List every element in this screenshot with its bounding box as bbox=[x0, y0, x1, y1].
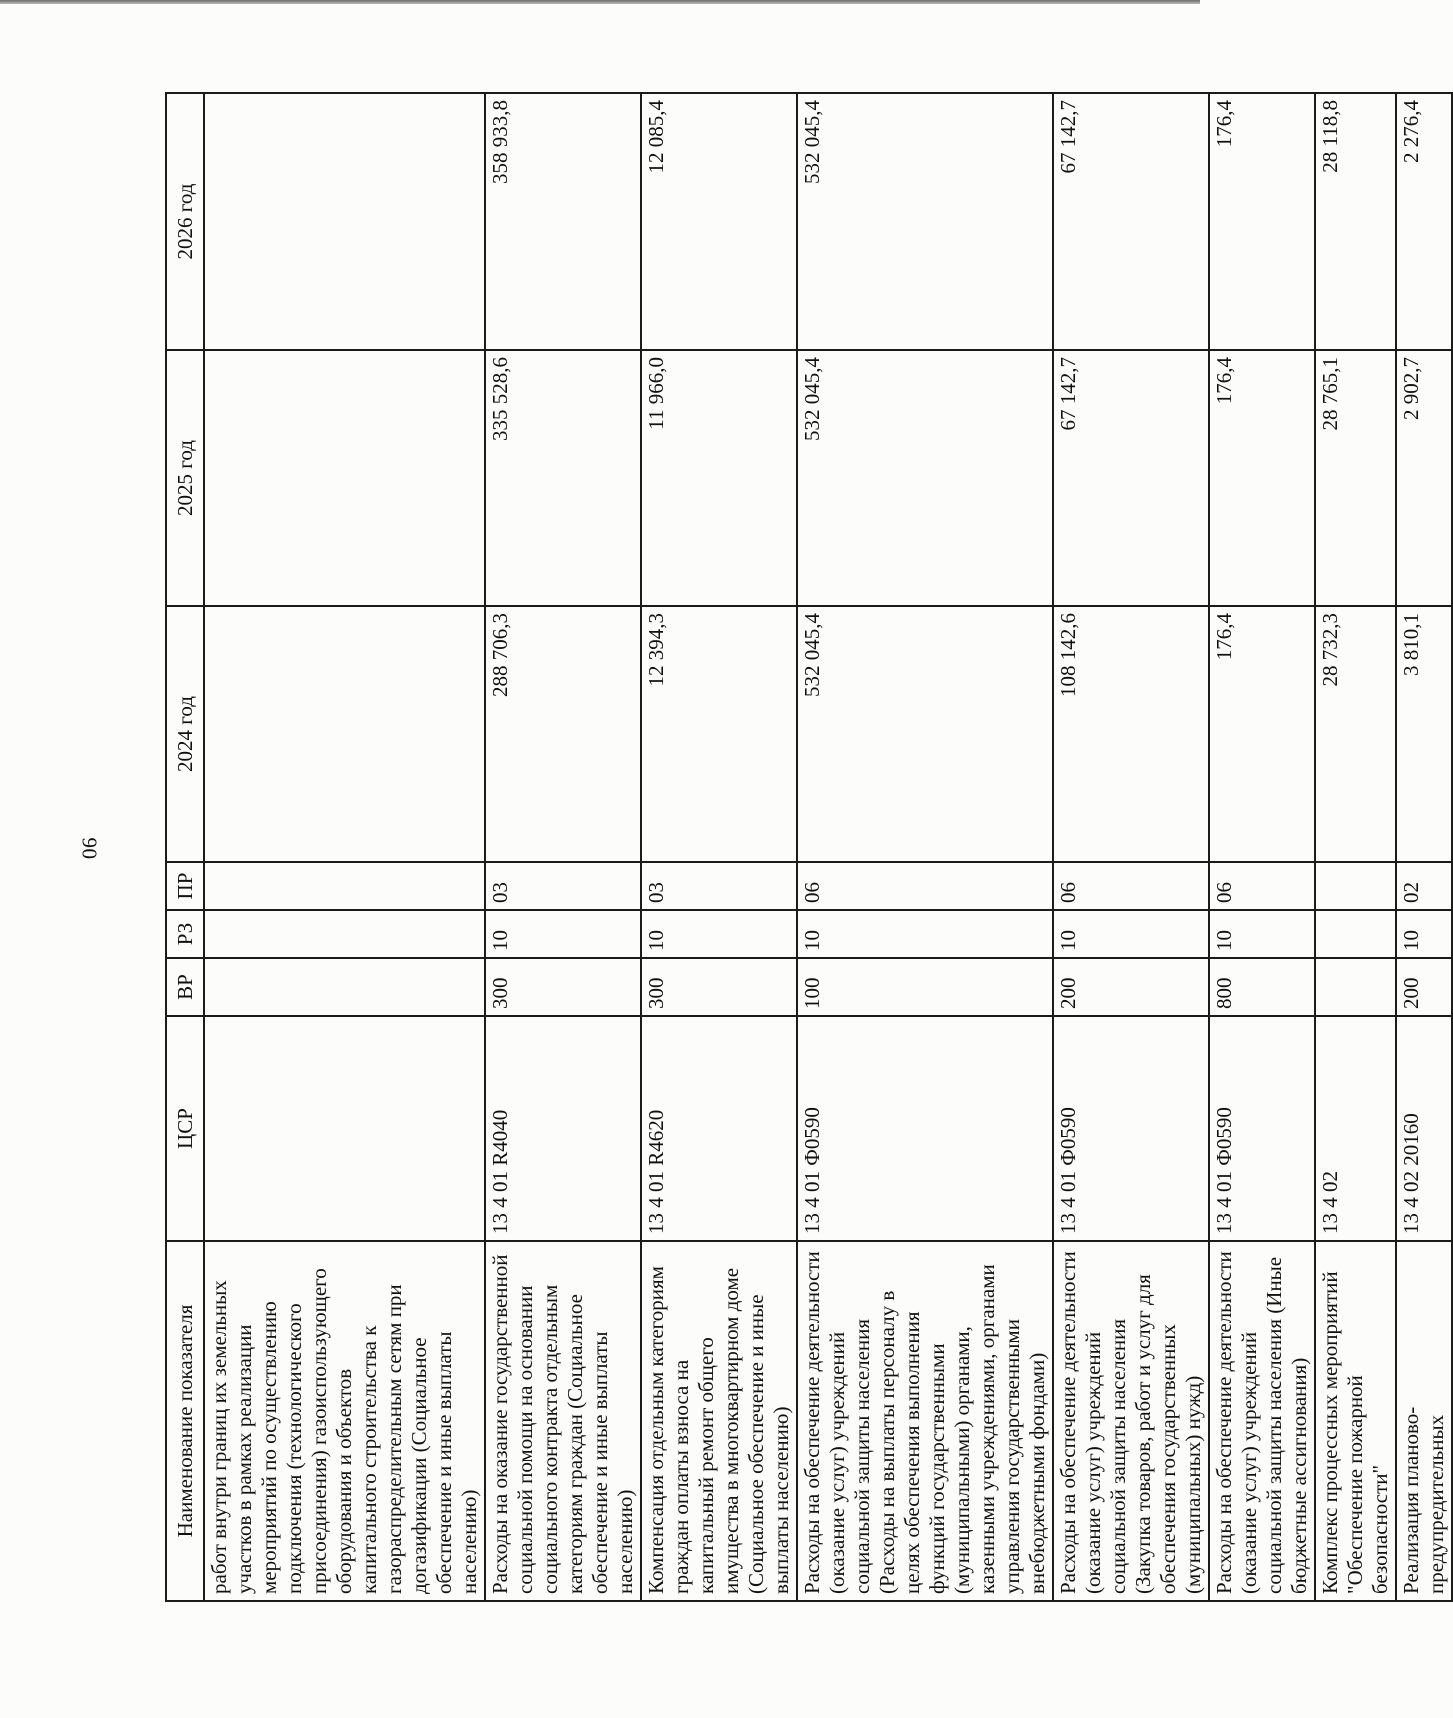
cell-rz: 10 bbox=[641, 910, 797, 958]
cell-2024: 288 706,3 bbox=[485, 606, 641, 862]
header-row bbox=[166, 93, 204, 1601]
cell-csr bbox=[204, 1016, 485, 1241]
table-row bbox=[797, 93, 1053, 1601]
cell-pr bbox=[204, 862, 485, 910]
cell-csr: 13 4 01 Ф0590 bbox=[797, 1016, 1053, 1241]
cell-name: Компенсация отдельным категориям граждан оплаты взноса на капитальный ремонт общего имущества в многоквартирном доме (Социальное обеспечение и иные выплаты населению) bbox=[641, 1241, 797, 1601]
cell-name: Комплекс процессных мероприятий "Обеспечение пожарной безопасности" bbox=[1315, 1241, 1396, 1601]
table-header bbox=[166, 93, 204, 1601]
header-2024: 2024 год bbox=[166, 606, 204, 862]
cell-csr: 13 4 01 R4620 bbox=[641, 1016, 797, 1241]
cell-2026: 176,4 bbox=[1209, 93, 1315, 350]
cell-2026: 2 276,4 bbox=[1396, 93, 1452, 350]
cell-2025: 2 902,7 bbox=[1396, 350, 1452, 606]
header-pr: ПР bbox=[166, 862, 204, 910]
header-2026: 2026 год bbox=[166, 93, 204, 350]
table-row bbox=[1053, 93, 1209, 1601]
cell-2026 bbox=[204, 93, 485, 350]
cell-rz bbox=[204, 910, 485, 958]
cell-2024: 176,4 bbox=[1209, 606, 1315, 862]
table-row bbox=[204, 93, 485, 1601]
header-rz: РЗ bbox=[166, 910, 204, 958]
table-row bbox=[485, 93, 641, 1601]
page-number: 90 bbox=[77, 837, 102, 860]
cell-2025: 532 045,4 bbox=[797, 350, 1053, 606]
header-csr: ЦСР bbox=[166, 1016, 204, 1241]
cell-vr bbox=[204, 958, 485, 1016]
table-body bbox=[204, 93, 1452, 1601]
table-row bbox=[1315, 93, 1396, 1601]
cell-rz: 10 bbox=[1053, 910, 1209, 958]
cell-name: Реализация планово-предупредительных bbox=[1396, 1241, 1452, 1601]
table-row bbox=[1209, 93, 1315, 1601]
cell-csr: 13 4 02 20160 bbox=[1396, 1016, 1452, 1241]
cell-rz: 10 bbox=[797, 910, 1053, 958]
cell-2025: 28 765,1 bbox=[1315, 350, 1396, 606]
cell-2025: 335 528,6 bbox=[485, 350, 641, 606]
cell-vr: 200 bbox=[1053, 958, 1209, 1016]
table-row bbox=[1396, 93, 1452, 1601]
cell-csr: 13 4 01 Ф0590 bbox=[1209, 1016, 1315, 1241]
cell-2026: 12 085,4 bbox=[641, 93, 797, 350]
cell-vr: 800 bbox=[1209, 958, 1315, 1016]
scan-top-edge bbox=[0, 0, 1200, 4]
cell-pr: 02 bbox=[1396, 862, 1452, 910]
rotated-sheet bbox=[165, 94, 1448, 1602]
cell-rz: 10 bbox=[1209, 910, 1315, 958]
cell-2025: 176,4 bbox=[1209, 350, 1315, 606]
cell-2026: 358 933,8 bbox=[485, 93, 641, 350]
header-2025: 2025 год bbox=[166, 350, 204, 606]
cell-2024: 532 045,4 bbox=[797, 606, 1053, 862]
cell-csr: 13 4 01 Ф0590 bbox=[1053, 1016, 1209, 1241]
cell-name: работ внутри границ их земельных участков в рамках реализации мероприятий по осуществлению подключения (технологического присоединения) газоиспользующего оборудования и объектов капитального строительства к газораспределительным сетям при догазификации (Социальное обеспечение и иные выплаты населению) bbox=[204, 1241, 485, 1601]
cell-rz: 10 bbox=[1396, 910, 1452, 958]
cell-2026: 532 045,4 bbox=[797, 93, 1053, 350]
cell-rz: 10 bbox=[485, 910, 641, 958]
cell-pr: 06 bbox=[1209, 862, 1315, 910]
cell-vr: 200 bbox=[1396, 958, 1452, 1016]
cell-2024: 12 394,3 bbox=[641, 606, 797, 862]
cell-2024: 28 732,3 bbox=[1315, 606, 1396, 862]
header-vr: ВР bbox=[166, 958, 204, 1016]
header-name: Наименование показателя bbox=[166, 1241, 204, 1601]
cell-vr: 100 bbox=[797, 958, 1053, 1016]
cell-2024: 3 810,1 bbox=[1396, 606, 1452, 862]
cell-vr bbox=[1315, 958, 1396, 1016]
cell-name: Расходы на обеспечение деятельности (оказание услуг) учреждений социальной защиты населения (Закупка товаров, работ и услуг для обеспечения государственных (муниципальных) нужд) bbox=[1053, 1241, 1209, 1601]
cell-2026: 28 118,8 bbox=[1315, 93, 1396, 350]
budget-table bbox=[165, 92, 1453, 1602]
cell-rz bbox=[1315, 910, 1396, 958]
cell-name: Расходы на обеспечение деятельности (оказание услуг) учреждений социальной защиты населения (Расходы на выплаты персоналу в целях обеспечения выполнения функций государственными (муниципальными) органами, казенными учреждениями, органами управления государственными внебюджетными фондами) bbox=[797, 1241, 1053, 1601]
cell-csr: 13 4 02 bbox=[1315, 1016, 1396, 1241]
cell-name: Расходы на обеспечение деятельности (оказание услуг) учреждений социальной защиты населения (Иные бюджетные ассигнования) bbox=[1209, 1241, 1315, 1601]
table-row bbox=[641, 93, 797, 1601]
cell-pr: 06 bbox=[1053, 862, 1209, 910]
cell-name: Расходы на оказание государственной социальной помощи на основании социального контракта отдельным категориям граждан (Социальное обеспечение и иные выплаты населению) bbox=[485, 1241, 641, 1601]
cell-2024 bbox=[204, 606, 485, 862]
cell-2025: 11 966,0 bbox=[641, 350, 797, 606]
cell-2026: 67 142,7 bbox=[1053, 93, 1209, 350]
cell-pr: 06 bbox=[797, 862, 1053, 910]
cell-2025 bbox=[204, 350, 485, 606]
cell-pr: 03 bbox=[485, 862, 641, 910]
cell-2024: 108 142,6 bbox=[1053, 606, 1209, 862]
cell-vr: 300 bbox=[485, 958, 641, 1016]
cell-pr bbox=[1315, 862, 1396, 910]
cell-csr: 13 4 01 R4040 bbox=[485, 1016, 641, 1241]
cell-pr: 03 bbox=[641, 862, 797, 910]
cell-vr: 300 bbox=[641, 958, 797, 1016]
cell-2025: 67 142,7 bbox=[1053, 350, 1209, 606]
